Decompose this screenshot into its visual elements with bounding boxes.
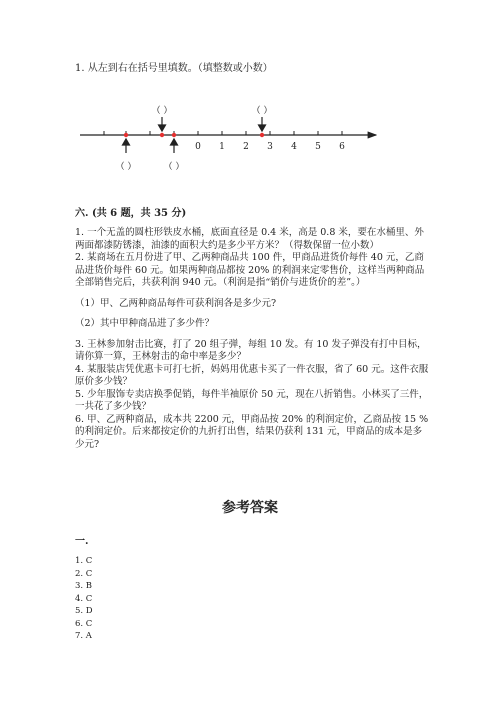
answer-item: 4. C [75, 593, 93, 604]
section-1-label: 一. [75, 536, 89, 547]
tick-label: 5 [315, 142, 321, 152]
number-line-figure [0, 95, 500, 180]
tick-label: 6 [339, 142, 345, 152]
answer-key-title: 参考答案 [222, 500, 278, 516]
answer-blank-bottom: （ ） [163, 162, 185, 172]
marker-point-2 [160, 133, 164, 137]
up-arrow-head-icon [123, 139, 130, 145]
number-line-ticks [104, 131, 342, 135]
problem-item: 5. 少年服饰专卖店换季促销，每件半袖原价 50 元，现在八折销售。小林买了三件，一共花了多少钱？ [75, 388, 429, 412]
problem-item: 1. 一个无盖的圆柱形铁皮水桶，底面直径是 0.4 米，高是 0.8 米，要在水桶里、外两面都漆防锈漆，油漆的面积大约是多少平方米？（得数保留一位小数） [75, 227, 424, 251]
answer-item: 3. B [75, 581, 93, 591]
problem-item: 3. 王林参加射击比赛，打了 20 组子弹，每组 10 发。有 10 发子弹没有打中目标，请你算一算，王林射击的命中率是多少？ [75, 338, 427, 362]
answer-blank-top: （ ） [151, 106, 173, 116]
marker-point-3 [172, 133, 176, 137]
problem-subitem: （2）其中甲种商品进了多少件？ [75, 318, 215, 329]
problem-item: 2. 某商场在五月份进了甲、乙两种商品共 100 件，甲商品进货价每件 40 元，乙商品进货价每件 60 元。如果两种商品都按 20% 的利润来定零售价，这样当两种商品全部销售完后，共获利润 940 元。（利润是指“销价与进货价的差”。） [75, 252, 425, 288]
question-1-text: 1. 从左到右在括号里填数。（填整数或小数） [75, 63, 273, 74]
answer-item: 7. A [75, 631, 92, 641]
tick-label: 2 [243, 142, 249, 152]
tick-label: 3 [267, 142, 273, 152]
problem-list [75, 227, 430, 451]
tick-label: 4 [291, 142, 297, 152]
down-arrow-head-icon [159, 125, 166, 131]
answer-item: 6. C [75, 618, 93, 629]
down-arrow-head-icon [259, 125, 266, 131]
answer-item: 5. D [75, 606, 93, 616]
answer-item: 2. C [75, 568, 93, 579]
answer-blank-bottom: （ ） [115, 162, 137, 172]
problem-item: 6. 甲、乙两种商品，成本共 2200 元，甲商品按 20% 的利润定价，乙商品按 15 % 的利润定价。后来都按定价的九折打出售，结果仍获利 131 元，甲商品的成本是多少元? [75, 413, 429, 450]
answer-item: 1. C [75, 556, 93, 566]
tick-label: 0 [195, 142, 201, 152]
tick-label: 1 [219, 142, 225, 152]
up-arrow-head-icon [171, 139, 178, 145]
marker-point-1 [124, 133, 128, 137]
problem-item: 4. 某服装店凭优惠卡可打七折，妈妈用优惠卡买了一件衣服，省了 60 元。这件衣服原价多少钱？ [75, 363, 429, 387]
marker-point-4 [260, 133, 264, 137]
answer-list [75, 555, 93, 643]
answer-blank-top: （ ） [251, 106, 273, 116]
problem-subitem: （1）甲、乙两种商品每件可获利润各是多少元? [75, 297, 277, 309]
section-6-title: 六. (共 6 题，共 35 分) [75, 208, 187, 219]
